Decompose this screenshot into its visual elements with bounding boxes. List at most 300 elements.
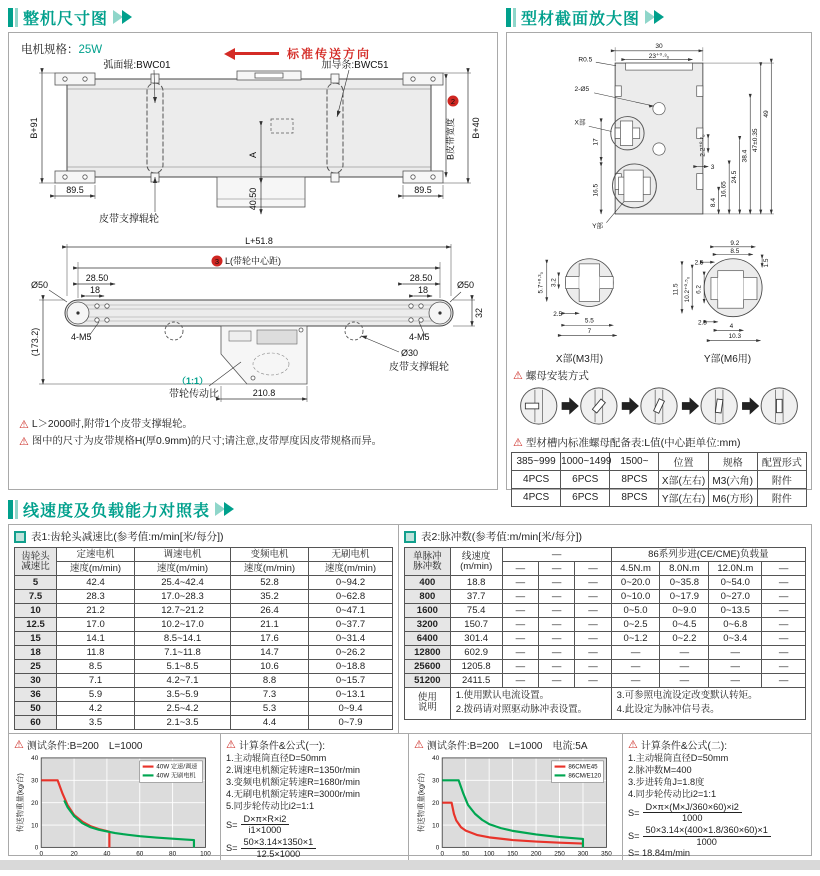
dim-2850-left: 28.50: [85, 273, 109, 283]
dim-55: 5.5: [584, 317, 594, 325]
table-cell: —: [502, 660, 538, 674]
table-cell: 8.5: [57, 660, 135, 674]
formula1-title-row: [226, 737, 403, 752]
table-row: [405, 618, 806, 632]
table-cell: 25600: [405, 660, 451, 674]
charts-row: [9, 733, 811, 870]
tables-row: [9, 525, 811, 733]
speed-load-box: [8, 524, 812, 859]
table-cell: 14.1: [57, 632, 135, 646]
usage-notes-right: 3.可参照电流设定改变默认转矩。 4.此设定为脉冲信号表。: [611, 688, 805, 720]
column-subheader: 速度(m/min): [231, 562, 309, 576]
warning-icon: ⚠: [628, 739, 638, 751]
support-roller-label: 皮带支撑辊轮: [389, 362, 449, 373]
warning-icon: ⚠: [226, 739, 236, 751]
column-subheader: 12.0N.m: [709, 562, 762, 576]
table-row: [15, 646, 393, 660]
table-cell: —: [762, 674, 806, 688]
table-cell: 0~17.9: [660, 590, 709, 604]
y-part-label: Y部: [592, 222, 604, 230]
table-cell: 12800: [405, 646, 451, 660]
table2-title-row: [404, 529, 806, 544]
table-row: [405, 646, 806, 660]
column-subheader: —: [538, 562, 574, 576]
dim-7: 7: [587, 327, 591, 335]
note-text: L＞2000时,附带1个皮带支撑辊轮。: [31, 419, 193, 430]
section-header-speed: [8, 497, 812, 521]
profile-box: [506, 32, 812, 505]
column-header: 单脉冲 脉冲数: [405, 548, 451, 576]
table-row: [15, 590, 393, 604]
svg-text:40: 40: [31, 755, 39, 763]
table-cell: 0~3.4: [709, 632, 762, 646]
dim-85: 8.5: [729, 247, 739, 255]
table-cell: —: [502, 604, 538, 618]
table-cell: 5: [15, 576, 57, 590]
table-cell: 12.5: [15, 618, 57, 632]
dim-a: A: [248, 151, 258, 159]
table-cell: —: [538, 618, 574, 632]
table-cell: 0~1.2: [611, 632, 660, 646]
table-row: [15, 604, 393, 618]
table-row: [15, 576, 393, 590]
usage-label: 使用 说明: [405, 688, 451, 720]
svg-text:0: 0: [34, 844, 39, 852]
motor-spec-value: 25W: [78, 44, 103, 56]
y-detail-caption: Y部(M6用): [703, 354, 752, 365]
header-arrow-icon: [654, 10, 664, 24]
load-chart-1: [14, 753, 214, 871]
dia-50-right: Ø50: [457, 280, 475, 290]
svg-text:10: 10: [31, 822, 39, 830]
m5-left: 4-M5: [71, 332, 92, 342]
x-detail-drawing: [516, 240, 644, 344]
svg-text:250: 250: [554, 850, 565, 858]
table-cell: 42.4: [57, 576, 135, 590]
table-cell: 5.1~8.5: [135, 660, 231, 674]
dim-32x: 3.2: [549, 278, 557, 288]
table-cell: 75.4: [450, 604, 502, 618]
table-cell: —: [502, 646, 538, 660]
column-subheader: —: [762, 562, 806, 576]
table-cell: 0~5.0: [611, 604, 660, 618]
dim-2850-right: 28.50: [409, 273, 433, 283]
dim-92: 9.2: [729, 240, 739, 248]
transfer-direction: [224, 45, 371, 62]
table-cell: 0~94.2: [309, 576, 393, 590]
table-cell: 50: [15, 702, 57, 716]
dim-center-distance: L(带轮中心距): [225, 256, 281, 266]
overall-dimension-box: [8, 32, 498, 490]
svg-text:200: 200: [530, 850, 542, 858]
gear-table-area: [9, 525, 399, 733]
table-row: [15, 702, 393, 716]
formula-line: 1.主动辊筒直径D=50mm: [628, 753, 729, 763]
page-title: 整机尺寸图: [23, 10, 109, 28]
table-cell: —: [709, 660, 762, 674]
formula-line: 3.变频电机额定转速R=1680r/min: [226, 776, 361, 787]
table-cell: —: [538, 646, 574, 660]
badge-3: 3: [214, 256, 220, 266]
cross-section-drawing: [511, 35, 807, 235]
column-subheader: 8.0N.m: [660, 562, 709, 576]
svg-text:100: 100: [483, 850, 495, 858]
table-cell: 2.1~3.5: [135, 716, 231, 730]
pulse-table-area: [399, 525, 811, 733]
pulley-ratio: （1:1）: [177, 376, 209, 386]
dim-115: 11.5: [672, 283, 680, 296]
warning-icon: ⚠: [14, 739, 24, 751]
motor-spec-label: 电机规格：: [21, 44, 79, 56]
table-icon: [14, 531, 26, 543]
table-cell: —: [709, 646, 762, 660]
top-view-drawing: [9, 59, 495, 227]
dim-4: 4: [729, 322, 733, 330]
table-cell: 15: [15, 632, 57, 646]
dim-23: 23⁺⁰·³₀: [648, 52, 670, 60]
roller-label: 弧面辊:BWC01: [103, 60, 171, 71]
y-detail: [653, 240, 803, 365]
test-chart-panel-1: [9, 734, 221, 870]
dim-84: 8.4: [710, 197, 718, 208]
table-cell: 602.9: [450, 646, 502, 660]
svg-text:0: 0: [39, 850, 44, 858]
table-cell: 800: [405, 590, 451, 604]
chart2-title-row: [414, 737, 617, 752]
speed-load-section: [8, 497, 812, 859]
dim-25b: 2.5: [697, 319, 707, 327]
svg-text:传送物重量(kg/台): 传送物重量(kg/台): [15, 773, 25, 833]
warning-icon: ⚠: [19, 419, 29, 431]
dim-total-length: L+51.8: [245, 236, 273, 246]
table-cell: —: [762, 646, 806, 660]
table-cell: 8.8: [231, 674, 309, 688]
table-cell: —: [538, 660, 574, 674]
table-cell: 4.2: [57, 702, 135, 716]
table-cell: —: [538, 632, 574, 646]
dia-50-left: Ø50: [31, 280, 49, 290]
table-cell: 25.4~42.4: [135, 576, 231, 590]
svg-text:86CM/E45: 86CM/E45: [568, 763, 598, 771]
dim-30: 30: [655, 43, 663, 51]
svg-text:10: 10: [432, 822, 440, 830]
table-cell: —: [709, 674, 762, 688]
header-arrow-icon: [224, 502, 234, 516]
formula-line: 2.调速电机额定转速R=1350r/min: [226, 764, 361, 775]
table-cell: 17.0: [57, 618, 135, 632]
svg-text:0: 0: [435, 844, 440, 852]
detail-views: [511, 240, 807, 365]
table-cell: M3(六角): [708, 471, 757, 489]
profile-section: [506, 5, 812, 505]
table-cell: 4.4: [231, 716, 309, 730]
svg-text:20: 20: [31, 799, 39, 807]
table-row: [15, 674, 393, 688]
table-cell: 17.0~28.3: [135, 590, 231, 604]
gear-ratio-table: [14, 547, 393, 730]
table-row: [405, 590, 806, 604]
table-cell: —: [538, 674, 574, 688]
dim-b40: B+40: [471, 117, 481, 139]
table-cell: 0~13.1: [309, 688, 393, 702]
usage-notes-left: 1.使用默认电流设置。 2.拨码请对照驱动脉冲表设置。: [450, 688, 611, 720]
x-part-label: X部: [574, 119, 586, 127]
table-cell: 4PCS: [512, 489, 561, 507]
table-cell: 0~54.0: [709, 576, 762, 590]
table-cell: 6400: [405, 632, 451, 646]
dim-62: 6.2: [695, 285, 703, 294]
table-cell: 8PCS: [610, 489, 659, 507]
column-header: 齿轮头 减速比: [15, 548, 57, 576]
table-cell: —: [502, 618, 538, 632]
table-cell: 0~7.9: [309, 716, 393, 730]
table-cell: 26.4: [231, 604, 309, 618]
table-cell: —: [575, 632, 611, 646]
load-chart-2: [414, 753, 616, 871]
dim-2xd5: 2-Ø5: [574, 86, 590, 94]
dim-17: 17: [592, 138, 600, 146]
table-cell: 5.3: [231, 702, 309, 716]
table-cell: 0~37.7: [309, 618, 393, 632]
table-cell: 28.3: [57, 590, 135, 604]
table-cell: 150.7: [450, 618, 502, 632]
svg-text:20: 20: [432, 799, 440, 807]
table-row: [15, 688, 393, 702]
table-row: [15, 618, 393, 632]
support-roller-label: 皮带支撑辊轮: [99, 214, 159, 225]
table-cell: 0~62.8: [309, 590, 393, 604]
table-cell: M6(方形): [708, 489, 757, 507]
belt-width-label: B皮带宽度: [445, 117, 456, 161]
table-cell: 6PCS: [561, 489, 610, 507]
table-cell: —: [502, 590, 538, 604]
dim-895-right: 89.5: [414, 185, 432, 195]
table-cell: X部(左右): [659, 471, 708, 489]
table-row: [15, 632, 393, 646]
table-cell: 0~4.5: [660, 618, 709, 632]
table-cell: 0~9.4: [309, 702, 393, 716]
table-cell: —: [762, 590, 806, 604]
table-cell: —: [660, 646, 709, 660]
dim-245: 24.5: [731, 170, 739, 184]
table1-title-row: [14, 529, 393, 544]
column-header: 调速电机: [135, 548, 231, 562]
dim-r05: R0.5: [578, 56, 593, 64]
test-chart-panel-2: [409, 734, 623, 870]
table-cell: 4.2~7.1: [135, 674, 231, 688]
table-cell: 0~27.0: [709, 590, 762, 604]
table-cell: —: [538, 604, 574, 618]
table-cell: 36: [15, 688, 57, 702]
table-cell: 0~18.8: [309, 660, 393, 674]
table-cell: 4PCS: [512, 471, 561, 489]
table-cell: 60: [15, 716, 57, 730]
table-cell: —: [762, 604, 806, 618]
table-cell: 1205.8: [450, 660, 502, 674]
svg-text:20: 20: [70, 850, 78, 858]
table-cell: 17.6: [231, 632, 309, 646]
dim-25x: 2.5: [552, 310, 562, 318]
table-header-row: 385~999 1000~1499 1500~ 位置 规格 配置形式: [512, 453, 807, 471]
table-cell: 10.2~17.0: [135, 618, 231, 632]
table-cell: —: [502, 576, 538, 590]
column-subheader: 速度(m/min): [309, 562, 393, 576]
table-cell: 0~13.5: [709, 604, 762, 618]
column-subheader: 速度(m/min): [135, 562, 231, 576]
table-cell: 0~20.0: [611, 576, 660, 590]
nut-table-title-row: [513, 435, 805, 450]
column-header: 无刷电机: [309, 548, 393, 562]
table-cell: —: [575, 604, 611, 618]
table-cell: 10.6: [231, 660, 309, 674]
table-cell: —: [538, 590, 574, 604]
page-edge: [0, 860, 820, 870]
dim-4050: 40.50: [248, 187, 258, 211]
table-cell: —: [502, 632, 538, 646]
table-cell: 3.5: [57, 716, 135, 730]
svg-text:300: 300: [577, 850, 589, 858]
svg-text:350: 350: [601, 850, 612, 858]
dim-1732: (173.2): [30, 327, 40, 357]
table-row: [405, 604, 806, 618]
warning-icon: ⚠: [19, 436, 29, 449]
nut-table-title: 型材槽内标准螺母配备表:L值(中心距单位:mm): [525, 437, 741, 449]
svg-text:40W 定速/调速: 40W 定速/调速: [156, 763, 198, 771]
formula-fraction: S= $\frac{D\times\pi\times R\times i2}{i1\times 1000}$: [226, 814, 403, 836]
svg-text:30: 30: [432, 777, 440, 785]
dim-1665: 16.65: [720, 181, 728, 198]
x-detail: [516, 240, 644, 365]
table-cell: 400: [405, 576, 451, 590]
table-cell: 0~9.0: [660, 604, 709, 618]
table-cell: 0~6.8: [709, 618, 762, 632]
table-cell: —: [762, 632, 806, 646]
note-text: 图中的尺寸为皮带规格H(厚0.9mm)的尺寸;请注意,皮带厚度因皮带规格而异。: [31, 436, 382, 448]
column-subheader: 4.5N.m: [611, 562, 660, 576]
table-cell: 21.1: [231, 618, 309, 632]
pulse-table: [404, 547, 806, 720]
formula-result: S= 18.84m/min: [628, 848, 691, 859]
table-cell: —: [611, 646, 660, 660]
dim-165: 16.5: [592, 183, 600, 197]
table-cell: 附件: [757, 489, 806, 507]
table-cell: 0~31.4: [309, 632, 393, 646]
table-row: [405, 674, 806, 688]
svg-text:0: 0: [440, 850, 445, 858]
warning-icon: ⚠: [513, 437, 523, 449]
table-row: [512, 471, 807, 489]
motor-spec: [9, 33, 497, 59]
table-cell: 7.3: [231, 688, 309, 702]
formula-line: 1.主动辊筒直径D=50mm: [226, 753, 327, 763]
svg-text:50: 50: [462, 850, 470, 858]
table-cell: 2.5~4.2: [135, 702, 231, 716]
svg-text:40W 无刷电机: 40W 无刷电机: [156, 772, 196, 780]
table-cell: 0~15.7: [309, 674, 393, 688]
section-title: 线速度及负载能力对照表: [23, 502, 211, 520]
column-header: 定速电机: [57, 548, 135, 562]
dim-18-left: 18: [89, 285, 101, 295]
chart1-title-row: [14, 737, 215, 752]
dim-895-left: 89.5: [66, 185, 84, 195]
table-cell: 0~10.0: [611, 590, 660, 604]
badge-2: 2: [450, 96, 456, 106]
y-detail-drawing: [653, 240, 803, 344]
table-row: [405, 576, 806, 590]
table-cell: —: [575, 660, 611, 674]
table-cell: 5.9: [57, 688, 135, 702]
table-cell: —: [660, 674, 709, 688]
table-cell: —: [660, 660, 709, 674]
dim-32: 32: [474, 307, 484, 319]
table-cell: 附件: [757, 471, 806, 489]
table-cell: 10: [15, 604, 57, 618]
dia-30: Ø30: [401, 348, 419, 358]
nut-method-row: [513, 368, 805, 383]
formula-panel-2: [623, 734, 811, 870]
column-header: 变频电机: [231, 548, 309, 562]
table-cell: —: [575, 618, 611, 632]
table-cell: 1600: [405, 604, 451, 618]
dim-102: 10.2⁺⁰·⁵₀: [683, 276, 691, 303]
table-row: [405, 632, 806, 646]
svg-text:150: 150: [507, 850, 518, 858]
chart1-title: 测试条件:B=200 L=1000: [26, 741, 143, 752]
table-cell: —: [611, 674, 660, 688]
table-cell: —: [575, 646, 611, 660]
table-cell: Y部(左右): [659, 489, 708, 507]
overall-dimension-section: [8, 5, 498, 490]
table-cell: 8.5~14.1: [135, 632, 231, 646]
formula-line: 5.同步轮传动比i2=1:1: [226, 800, 315, 811]
svg-text:40: 40: [432, 755, 440, 763]
dim-49: 49: [762, 110, 770, 118]
formula2-title: 计算条件&公式(二):: [640, 741, 727, 752]
dim-103: 10.3: [728, 333, 741, 341]
nut-install-sequence: [511, 385, 807, 427]
table-cell: 0~35.8: [660, 576, 709, 590]
formula2-title-row: [628, 737, 806, 752]
table-cell: 0~26.2: [309, 646, 393, 660]
dim-22: 2.2⁺⁰·²₀: [699, 134, 707, 157]
header-arrow-icon: [122, 10, 132, 24]
table-cell: 25: [15, 660, 57, 674]
dim-15: 1.5: [762, 258, 770, 268]
table-cell: 6PCS: [561, 471, 610, 489]
table-cell: —: [575, 590, 611, 604]
transfer-direction-label: 标准传送方向: [287, 47, 372, 61]
column-header: 86系列步进(CE/CME)负载量: [611, 548, 805, 562]
table-cell: 11.8: [57, 646, 135, 660]
pulley-ratio-label: 带轮传动比: [169, 389, 219, 400]
warning-icon: ⚠: [513, 370, 523, 382]
table-cell: 2411.5: [450, 674, 502, 688]
column-subheader: —: [575, 562, 611, 576]
dim-25a: 2.5: [694, 259, 703, 267]
nut-method-label: 螺母安装方式: [525, 370, 589, 382]
formula-line: 4.同步轮传动比i2=1:1: [628, 788, 717, 799]
section-title: 型材截面放大图: [521, 10, 641, 28]
table-cell: 7.1~11.8: [135, 646, 231, 660]
table-row: [405, 660, 806, 674]
side-view-drawing: [9, 232, 495, 410]
table-cell: —: [611, 660, 660, 674]
formula-fraction: S= $\frac{50\times 3.14\times(400\times 1.8/360\times 60)\times 1}{1000}$: [628, 825, 806, 847]
dim-3: 3: [710, 164, 715, 172]
table-cell: 301.4: [450, 632, 502, 646]
table-cell: 7.5: [15, 590, 57, 604]
formula-line: 3.步进转角J=1.8度: [628, 776, 705, 787]
